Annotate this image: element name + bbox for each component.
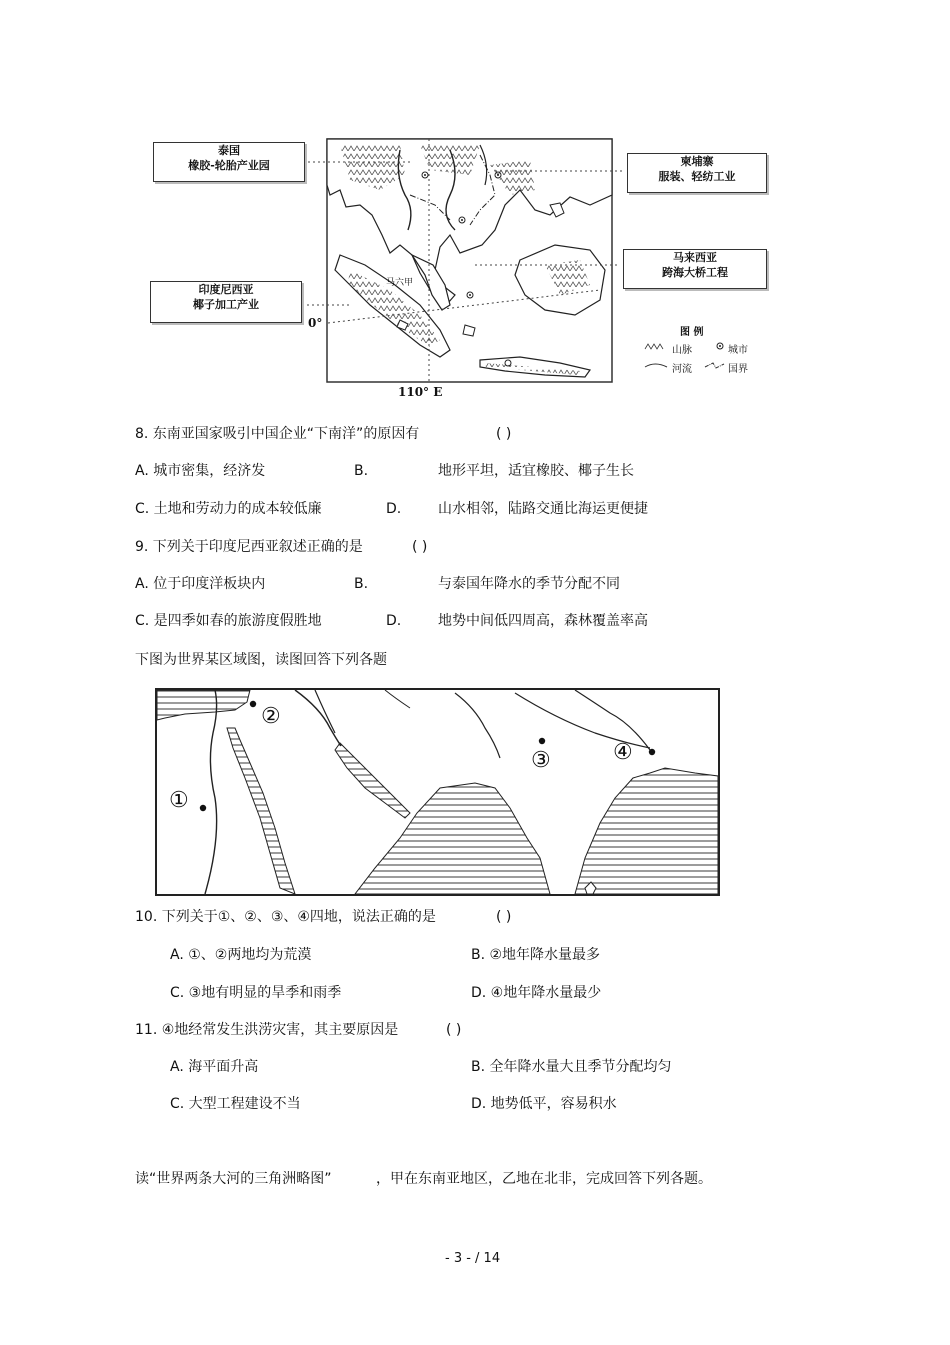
indonesia-label-line1: 印度尼西亚: [198, 283, 254, 296]
site-2-dot: [250, 701, 256, 707]
site-1-dot: [200, 805, 206, 811]
q9-option-d: 地势中间低四周高，森林覆盖率高: [438, 613, 648, 629]
intro-region-map: 下图为世界某区域图，读图回答下列各题: [135, 652, 387, 668]
site-4-dot: [649, 749, 655, 755]
q8-stem: 8. 东南亚国家吸引中国企业“下南洋”的原因有: [135, 426, 420, 442]
q11-option-a: A. 海平面升高: [170, 1059, 259, 1075]
q11-option-b: B. 全年降水量大且季节分配均匀: [471, 1059, 672, 1075]
world-region-map-drawing: [155, 688, 720, 898]
cambodia-label-line2: 服装、轻纺工业: [658, 170, 736, 183]
malaysia-label-line1: 马来西亚: [673, 251, 717, 264]
meridian-label: 110° E: [398, 385, 443, 399]
malaysia-label-line2: 跨海大桥工程: [662, 266, 728, 279]
equator-label: 0°: [308, 316, 323, 330]
site-3-dot: [539, 738, 545, 744]
indonesia-label-line2: 椰子加工产业: [193, 298, 259, 311]
thailand-label-box: [153, 142, 305, 182]
q9-option-b-label: B.: [354, 576, 369, 592]
q9-paren: ( ): [412, 539, 428, 555]
q10-stem: 10. 下列关于①、②、③、④四地，说法正确的是: [135, 909, 436, 925]
q8-option-d-label: D.: [386, 501, 402, 517]
legend-border: 国界: [728, 364, 748, 375]
site-1-marker: ①: [169, 788, 189, 813]
legend-mountain: 山脉: [672, 345, 692, 356]
q8-option-b-label: B.: [354, 463, 369, 479]
q11-paren: ( ): [446, 1022, 462, 1038]
legend-city: 城市: [728, 345, 748, 356]
q9-option-d-label: D.: [386, 613, 402, 629]
southeast-asia-map: [150, 135, 770, 400]
q8-option-a: A. 城市密集，经济发: [135, 463, 266, 479]
thailand-label-line2: 橡胶-轮胎产业园: [188, 159, 270, 172]
site-2-marker: ②: [261, 704, 281, 729]
intro-delta-part2: ，甲在东南亚地区，乙地在北非，完成回答下列各题。: [376, 1171, 712, 1187]
q8-option-c: C. 土地和劳动力的成本较低廉: [135, 501, 322, 517]
q8-paren: ( ): [496, 426, 512, 442]
cambodia-label-line1: 柬埔寨: [680, 155, 714, 168]
malacca-label: 马六甲: [386, 278, 414, 288]
q8-option-b: 地形平坦，适宜橡胶、椰子生长: [438, 463, 634, 479]
intro-delta-part1: 读“世界两条大河的三角洲略图”: [135, 1171, 332, 1187]
page-number: - 3 - / 14: [445, 1251, 501, 1266]
malaysia-label-box: [623, 249, 767, 289]
thailand-label-line1: 泰国: [218, 144, 240, 157]
cambodia-label-box: [627, 153, 767, 193]
site-3-marker: ③: [531, 748, 551, 773]
q10-option-a: A. ①、②两地均为荒漠: [170, 947, 312, 963]
q9-stem: 9. 下列关于印度尼西亚叙述正确的是: [135, 539, 363, 555]
q10-paren: ( ): [496, 909, 512, 925]
q9-option-a: A. 位于印度洋板块内: [135, 576, 266, 592]
q11-option-d: D. 地势低平，容易积水: [471, 1096, 617, 1112]
q10-option-c: C. ③地有明显的旱季和雨季: [170, 985, 342, 1001]
world-region-map: [155, 688, 720, 898]
indonesia-label-box: [150, 281, 302, 323]
q10-option-b: B. ②地年降水量最多: [471, 947, 601, 963]
q8-option-d: 山水相邻，陆路交通比海运更便捷: [438, 501, 648, 517]
legend-river: 河流: [672, 364, 692, 375]
q10-option-d: D. ④地年降水量最少: [471, 985, 602, 1001]
q11-option-c: C. 大型工程建设不当: [170, 1096, 301, 1112]
legend-title: 图 例: [680, 327, 704, 338]
q9-option-c: C. 是四季如春的旅游度假胜地: [135, 613, 322, 629]
q11-stem: 11. ④地经常发生洪涝灾害，其主要原因是: [135, 1022, 399, 1038]
site-4-marker: ④: [613, 740, 633, 765]
q9-option-b: 与泰国年降水的季节分配不同: [438, 576, 620, 592]
